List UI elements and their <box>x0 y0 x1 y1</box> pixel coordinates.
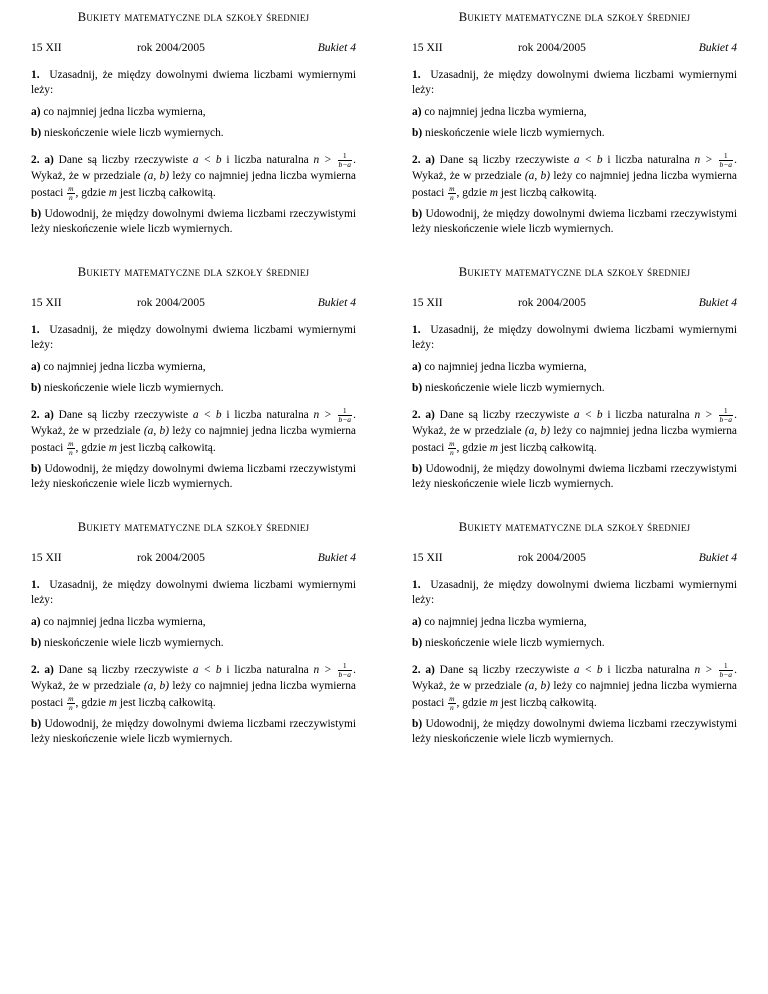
card-title: Bukiety matematyczne dla szkoły średniej <box>458 10 691 24</box>
task-2a: 2. a) Dane są liczby rzeczywiste a < b i liczba naturalna n > $\frac{1}{b-a}$ . Wykaż, że w przedziale (a, b) leży co najmniej jedna liczba wymierna postaci $\frac{m}{n}$ , gdzie m jest liczbą całkowitą. <box>412 660 737 712</box>
task-2a: 2. a) Dane są liczby rzeczywiste a < b i liczba naturalna n > $\frac{1}{b-a}$ . Wykaż, że w przedziale (a, b) leży co najmniej jedna liczba wymierna postaci $\frac{m}{n}$ , gdzie m jest liczbą całkowitą. <box>412 150 737 202</box>
task-1b: b) nieskończenie wiele liczb wymiernych. <box>412 637 605 650</box>
card-title: Bukiety matematyczne dla szkoły średniej <box>77 265 310 279</box>
card-meta <box>31 40 356 56</box>
task-2b: b) Udowodnij, że między dowolnymi dwiema liczbami rzeczywistymi leży nieskończenie wiele liczb wymiernych. <box>31 207 356 236</box>
school-year-label: rok 2004/2005 <box>518 295 586 309</box>
task-1-label: 1. <box>412 68 421 81</box>
task-1-intro: 1. Uzasadnij, że między dowolnymi dwiema liczbami wymiernymi leży: <box>31 323 356 352</box>
task-2b: b) Udowodnij, że między dowolnymi dwiema liczbami rzeczywistymi leży nieskończenie wiele liczb wymiernych. <box>412 462 737 491</box>
task-1-intro: 1. Uzasadnij, że między dowolnymi dwiema liczbami wymiernymi leży: <box>412 323 737 352</box>
fraction-one-over-b-minus-a: $\frac{1}{b-a}$ <box>338 405 352 424</box>
fraction-m-over-n: $\frac{m}{n}$ <box>68 438 74 457</box>
school-year-label: rok 2004/2005 <box>137 295 205 309</box>
card-title: Bukiety matematyczne dla szkoły średniej <box>458 265 691 279</box>
date-label: 15 XII <box>31 40 62 54</box>
card-1 <box>31 10 356 238</box>
fraction-m-over-n: $\frac{m}{n}$ <box>68 183 74 202</box>
card-meta <box>31 295 356 311</box>
date-label: 15 XII <box>412 40 443 54</box>
card-6 <box>412 520 737 748</box>
card-title: Bukiety matematyczne dla szkoły średniej <box>77 520 310 534</box>
task-1a: a) co najmniej jedna liczba wymierna, <box>31 360 206 373</box>
fraction-one-over-b-minus-a: $\frac{1}{b-a}$ <box>338 150 352 169</box>
task-2b: b) Udowodnij, że między dowolnymi dwiema liczbami rzeczywistymi leży nieskończenie wiele liczb wymiernych. <box>31 717 356 746</box>
school-year-label: rok 2004/2005 <box>137 40 205 54</box>
fraction-m-over-n: $\frac{m}{n}$ <box>68 693 74 712</box>
date-label: 15 XII <box>31 295 62 309</box>
school-year-label: rok 2004/2005 <box>518 550 586 564</box>
fraction-one-over-b-minus-a: $\frac{1}{b-a}$ <box>719 660 733 679</box>
task-1-intro: 1. Uzasadnij, że między dowolnymi dwiema liczbami wymiernymi leży: <box>412 578 737 607</box>
school-year-label: rok 2004/2005 <box>137 550 205 564</box>
task-1b: b) nieskończenie wiele liczb wymiernych. <box>31 127 224 140</box>
task-1-intro: 1. Uzasadnij, że między dowolnymi dwiema liczbami wymiernymi leży: <box>31 578 356 607</box>
card-5 <box>31 520 356 748</box>
task-2-label: 2. a) <box>31 153 54 166</box>
fraction-m-over-n: $\frac{m}{n}$ <box>449 438 455 457</box>
card-meta <box>31 550 356 566</box>
task-1-label: 1. <box>31 323 40 336</box>
task-2-label: 2. a) <box>412 663 435 676</box>
card-title: Bukiety matematyczne dla szkoły średniej <box>77 10 310 24</box>
task-1b: b) nieskończenie wiele liczb wymiernych. <box>31 637 224 650</box>
school-year-label: rok 2004/2005 <box>518 40 586 54</box>
task-1a: a) co najmniej jedna liczba wymierna, <box>412 105 587 118</box>
card-4 <box>412 265 737 493</box>
card-meta <box>412 550 737 566</box>
fraction-one-over-b-minus-a: $\frac{1}{b-a}$ <box>719 150 733 169</box>
task-2-label: 2. a) <box>31 663 54 676</box>
task-1b: b) nieskończenie wiele liczb wymiernych. <box>412 127 605 140</box>
task-2a: 2. a) Dane są liczby rzeczywiste a < b i liczba naturalna n > $\frac{1}{b-a}$ . Wykaż, że w przedziale (a, b) leży co najmniej jedna liczba wymierna postaci $\frac{m}{n}$ , gdzie m jest liczbą całkowitą. <box>31 150 356 202</box>
card-2 <box>412 10 737 238</box>
task-2-label: 2. a) <box>412 153 435 166</box>
date-label: 15 XII <box>412 550 443 564</box>
task-1b: b) nieskończenie wiele liczb wymiernych. <box>31 382 224 395</box>
task-2a: 2. a) Dane są liczby rzeczywiste a < b i liczba naturalna n > $\frac{1}{b-a}$ . Wykaż, że w przedziale (a, b) leży co najmniej jedna liczba wymierna postaci $\frac{m}{n}$ , gdzie m jest liczbą całkowitą. <box>31 405 356 457</box>
date-label: 15 XII <box>412 295 443 309</box>
task-2b: b) Udowodnij, że między dowolnymi dwiema liczbami rzeczywistymi leży nieskończenie wiele liczb wymiernych. <box>412 717 737 746</box>
task-2a: 2. a) Dane są liczby rzeczywiste a < b i liczba naturalna n > $\frac{1}{b-a}$ . Wykaż, że w przedziale (a, b) leży co najmniej jedna liczba wymierna postaci $\frac{m}{n}$ , gdzie m jest liczbą całkowitą. <box>412 405 737 457</box>
task-1b: b) nieskończenie wiele liczb wymiernych. <box>412 382 605 395</box>
bouquet-number: Bukiet 4 <box>698 40 737 54</box>
task-1a: a) co najmniej jedna liczba wymierna, <box>31 615 206 628</box>
fraction-one-over-b-minus-a: $\frac{1}{b-a}$ <box>338 660 352 679</box>
task-1-label: 1. <box>412 323 421 336</box>
task-1a: a) co najmniej jedna liczba wymierna, <box>412 360 587 373</box>
bouquet-number: Bukiet 4 <box>698 295 737 309</box>
task-1-intro: 1. Uzasadnij, że między dowolnymi dwiema liczbami wymiernymi leży: <box>412 68 737 97</box>
fraction-m-over-n: $\frac{m}{n}$ <box>449 183 455 202</box>
task-1-label: 1. <box>412 578 421 591</box>
task-1a: a) co najmniej jedna liczba wymierna, <box>31 105 206 118</box>
task-2-label: 2. a) <box>412 408 435 421</box>
bouquet-number: Bukiet 4 <box>317 295 356 309</box>
fraction-one-over-b-minus-a: $\frac{1}{b-a}$ <box>719 405 733 424</box>
task-1a: a) co najmniej jedna liczba wymierna, <box>412 615 587 628</box>
task-2-label: 2. a) <box>31 408 54 421</box>
card-title: Bukiety matematyczne dla szkoły średniej <box>458 520 691 534</box>
task-1-intro: 1. Uzasadnij, że między dowolnymi dwiema liczbami wymiernymi leży: <box>31 68 356 97</box>
task-1-label: 1. <box>31 578 40 591</box>
task-2a: 2. a) Dane są liczby rzeczywiste a < b i liczba naturalna n > $\frac{1}{b-a}$ . Wykaż, że w przedziale (a, b) leży co najmniej jedna liczba wymierna postaci $\frac{m}{n}$ , gdzie m jest liczbą całkowitą. <box>31 660 356 712</box>
card-meta <box>412 295 737 311</box>
date-label: 15 XII <box>31 550 62 564</box>
card-meta <box>412 40 737 56</box>
bouquet-number: Bukiet 4 <box>317 40 356 54</box>
bouquet-number: Bukiet 4 <box>698 550 737 564</box>
card-3 <box>31 265 356 493</box>
task-2b: b) Udowodnij, że między dowolnymi dwiema liczbami rzeczywistymi leży nieskończenie wiele liczb wymiernych. <box>412 207 737 236</box>
task-1-label: 1. <box>31 68 40 81</box>
task-2b: b) Udowodnij, że między dowolnymi dwiema liczbami rzeczywistymi leży nieskończenie wiele liczb wymiernych. <box>31 462 356 491</box>
bouquet-number: Bukiet 4 <box>317 550 356 564</box>
fraction-m-over-n: $\frac{m}{n}$ <box>449 693 455 712</box>
